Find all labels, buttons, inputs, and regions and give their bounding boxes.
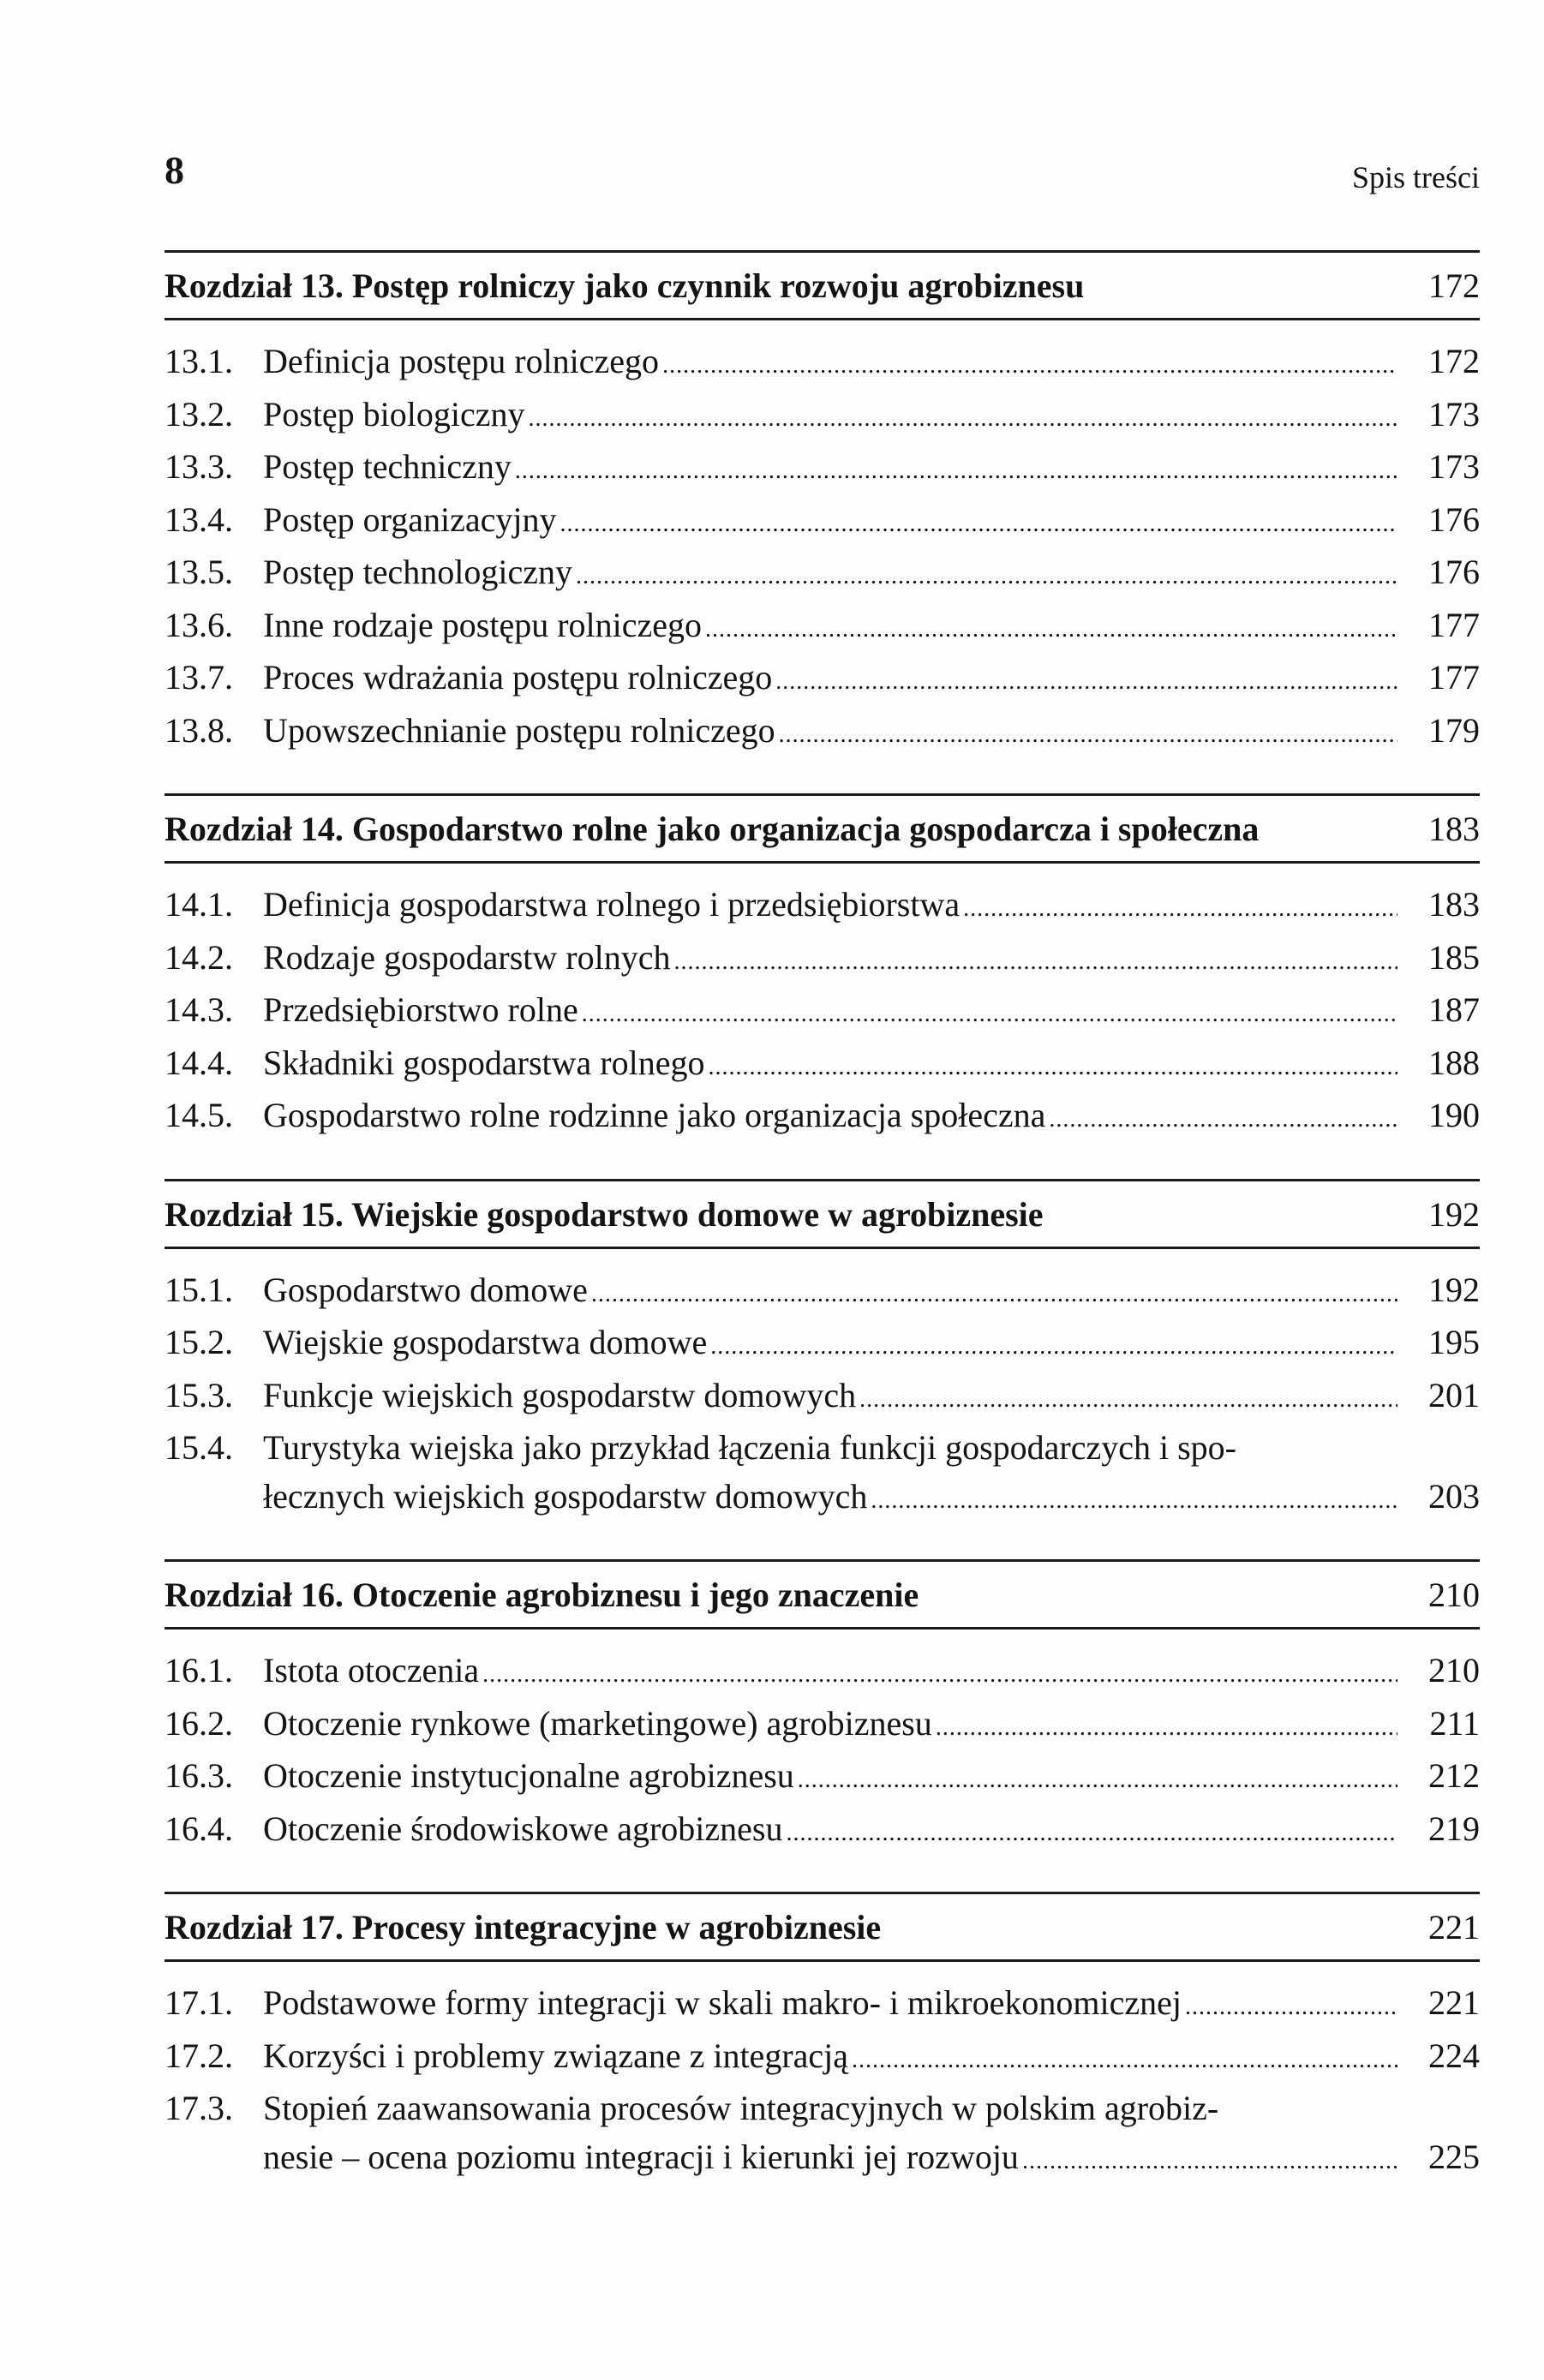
section-number: 13.2. xyxy=(165,394,233,434)
dot-leader xyxy=(859,1376,1397,1425)
section-page-number: 221 xyxy=(1428,1983,1480,2022)
section-title: Upowszechnianie postępu rolniczego xyxy=(263,710,775,750)
dot-leader xyxy=(662,342,1397,391)
section-number: 15.2. xyxy=(165,1323,233,1361)
section-number: 13.7. xyxy=(165,658,233,697)
section-title: Funkcje wiejskich gospodarstw domowych xyxy=(263,1375,857,1414)
section-page-number: 195 xyxy=(1428,1323,1480,1361)
toc-entry[interactable] xyxy=(165,496,1480,549)
section-title: nesie – ocena poziomu integracji i kierunki jej rozwoju xyxy=(263,2137,1019,2176)
chapter-heading[interactable] xyxy=(165,1181,1480,1247)
section-number: 14.4. xyxy=(165,1043,233,1082)
dot-leader xyxy=(775,658,1397,707)
section-title: Otoczenie instytucjonalne agrobiznesu xyxy=(263,1756,794,1795)
section-page-number: 201 xyxy=(1428,1375,1480,1414)
section-page-number: 172 xyxy=(1428,342,1480,380)
section-page-number: 187 xyxy=(1428,990,1480,1029)
chapter-heading[interactable] xyxy=(165,1894,1480,1959)
toc-entry[interactable] xyxy=(165,881,1480,934)
section-number: 16.2. xyxy=(165,1703,233,1743)
dot-leader xyxy=(709,1043,1398,1092)
toc-entry[interactable] xyxy=(165,338,1480,391)
chapter-page-number: 221 xyxy=(1428,1908,1480,1946)
toc-entry[interactable] xyxy=(165,2032,1480,2085)
dot-leader xyxy=(871,1477,1397,1526)
section-list xyxy=(165,320,1480,759)
section-page-number: 192 xyxy=(1428,1270,1480,1309)
dot-leader xyxy=(560,500,1397,549)
dot-leader xyxy=(786,1809,1397,1858)
section-number: 15.4. xyxy=(165,1428,233,1467)
chapter-section xyxy=(165,1559,1480,1857)
dot-leader xyxy=(1022,2138,1397,2186)
section-number: 14.5. xyxy=(165,1096,233,1134)
table-of-contents xyxy=(165,250,1480,2220)
section-title: Korzyści i problemy związane z integracją xyxy=(263,2036,849,2075)
toc-entry[interactable] xyxy=(165,1752,1480,1805)
section-page-number: 212 xyxy=(1428,1756,1480,1795)
dot-leader xyxy=(705,606,1397,655)
section-number: 13.8. xyxy=(165,710,233,750)
section-title: Postęp organizacyjny xyxy=(263,499,557,539)
chapter-page-number: 192 xyxy=(1428,1194,1480,1234)
chapter-page-number: 210 xyxy=(1428,1576,1480,1614)
section-list xyxy=(165,1630,1480,1857)
section-number: 14.2. xyxy=(165,937,233,977)
chapter-title: Rozdział 17. Procesy integracyjne w agrobiznesie xyxy=(165,1908,882,1946)
section-page-number: 224 xyxy=(1428,2036,1480,2075)
section-page-number: 177 xyxy=(1428,605,1480,644)
toc-entry[interactable] xyxy=(165,1979,1480,2032)
toc-entry[interactable] xyxy=(165,391,1480,444)
chapter-title: Rozdział 16. Otoczenie agrobiznesu i jego znaczenie xyxy=(165,1576,919,1614)
dot-leader xyxy=(710,1323,1397,1372)
section-number: 17.1. xyxy=(165,1983,233,2022)
section-title: Postęp technologiczny xyxy=(263,553,573,591)
section-page-number: 179 xyxy=(1428,710,1480,750)
section-title: Rodzaje gospodarstw rolnych xyxy=(263,937,671,977)
running-head: Spis treści xyxy=(1352,160,1480,194)
section-number: 16.4. xyxy=(165,1809,233,1848)
dot-leader xyxy=(515,447,1397,496)
toc-entry[interactable] xyxy=(165,2084,1480,2186)
section-title: Otoczenie rynkowe (marketingowe) agrobiznesu xyxy=(263,1703,932,1743)
section-title: Definicja gospodarstwa rolnego i przedsiębiorstwa xyxy=(263,885,961,924)
toc-entry[interactable] xyxy=(165,1039,1480,1092)
chapter-title: Rozdział 13. Postęp rolniczy jako czynnik rozwoju agrobiznesu xyxy=(165,266,1085,305)
section-title: Definicja postępu rolniczego xyxy=(263,342,660,380)
section-page-number: 219 xyxy=(1428,1809,1480,1848)
toc-entry[interactable] xyxy=(165,707,1480,760)
dot-leader xyxy=(591,1271,1397,1319)
toc-entry[interactable] xyxy=(165,443,1480,496)
section-number: 13.6. xyxy=(165,605,233,644)
section-title: Składniki gospodarstwa rolnego xyxy=(263,1043,705,1082)
dot-leader xyxy=(936,1704,1397,1753)
toc-entry[interactable] xyxy=(165,934,1480,987)
toc-entry[interactable] xyxy=(165,1319,1480,1372)
dot-leader xyxy=(1185,1983,1397,2032)
section-number: 15.1. xyxy=(165,1270,233,1309)
chapter-page-number: 183 xyxy=(1428,810,1480,848)
section-title-line1: Stopień zaawansowania procesów integracyjnych w polskim agrobiz- xyxy=(263,2089,1219,2127)
section-page-number: 188 xyxy=(1428,1043,1480,1082)
dot-leader xyxy=(673,938,1397,987)
section-number: 17.2. xyxy=(165,2036,233,2075)
section-number: 13.4. xyxy=(165,499,233,539)
section-page-number: 210 xyxy=(1428,1651,1480,1689)
section-number: 15.3. xyxy=(165,1375,233,1414)
section-page-number: 190 xyxy=(1428,1096,1480,1134)
section-number: 13.1. xyxy=(165,342,233,380)
section-number: 14.1. xyxy=(165,885,233,924)
chapter-section xyxy=(165,793,1480,1145)
section-page-number: 211 xyxy=(1429,1703,1480,1743)
page-number: 8 xyxy=(165,148,184,192)
section-page-number: 203 xyxy=(1428,1476,1480,1516)
section-title: Proces wdrażania postępu rolniczego xyxy=(263,658,773,697)
toc-entry[interactable] xyxy=(165,1647,1480,1700)
dot-leader xyxy=(852,2036,1397,2085)
dot-leader xyxy=(482,1651,1397,1700)
section-title: Gospodarstwo domowe xyxy=(263,1270,588,1309)
section-list xyxy=(165,1962,1480,2186)
dot-leader xyxy=(529,395,1397,444)
toc-entry[interactable] xyxy=(165,654,1480,707)
toc-entry[interactable] xyxy=(165,548,1480,601)
chapter-heading[interactable] xyxy=(165,796,1480,861)
dot-leader xyxy=(576,553,1397,601)
chapter-heading[interactable] xyxy=(165,1562,1480,1627)
section-page-number: 183 xyxy=(1428,885,1480,924)
toc-entry[interactable] xyxy=(165,1266,1480,1319)
section-number: 13.5. xyxy=(165,553,233,591)
chapter-title: Rozdział 15. Wiejskie gospodarstwo domowe w agrobiznesie xyxy=(165,1194,1044,1234)
section-title: Inne rodzaje postępu rolniczego xyxy=(263,605,703,644)
chapter-section xyxy=(165,1892,1480,2186)
chapter-section xyxy=(165,1179,1480,1526)
section-list xyxy=(165,864,1480,1145)
section-page-number: 225 xyxy=(1428,2137,1480,2176)
section-title-line1: Turystyka wiejska jako przykład łączenia funkcji gospodarczych i spo- xyxy=(263,1428,1236,1467)
section-page-number: 173 xyxy=(1428,394,1480,434)
toc-entry[interactable] xyxy=(165,1424,1480,1525)
toc-entry[interactable] xyxy=(165,986,1480,1039)
dot-leader xyxy=(779,711,1397,760)
section-page-number: 176 xyxy=(1428,499,1480,539)
section-page-number: 185 xyxy=(1428,937,1480,977)
section-title: Podstawowe formy integracji w skali makro- i mikroekonomicznej xyxy=(263,1983,1182,2022)
section-number: 13.3. xyxy=(165,447,233,486)
section-title: Postęp techniczny xyxy=(263,447,512,486)
chapter-page-number: 172 xyxy=(1428,266,1480,305)
section-title: Wiejskie gospodarstwa domowe xyxy=(263,1323,708,1361)
toc-entry[interactable] xyxy=(165,1091,1480,1145)
section-title: Przedsiębiorstwo rolne xyxy=(263,990,578,1029)
section-title: Gospodarstwo rolne rodzinne jako organizacja społeczna xyxy=(263,1096,1046,1134)
section-page-number: 177 xyxy=(1428,658,1480,697)
section-page-number: 173 xyxy=(1428,447,1480,486)
toc-entry[interactable] xyxy=(165,1805,1480,1858)
dot-leader xyxy=(582,990,1397,1039)
section-list xyxy=(165,1249,1480,1526)
section-title: Postęp biologiczny xyxy=(263,394,525,434)
toc-entry[interactable] xyxy=(165,601,1480,655)
dot-leader xyxy=(963,885,1397,934)
section-number: 14.3. xyxy=(165,990,233,1029)
chapter-section xyxy=(165,250,1480,759)
section-number: 17.3. xyxy=(165,2089,233,2127)
section-title: Otoczenie środowiskowe agrobiznesu xyxy=(263,1809,783,1848)
toc-entry[interactable] xyxy=(165,1372,1480,1425)
section-page-number: 176 xyxy=(1428,553,1480,591)
section-number: 16.1. xyxy=(165,1651,233,1689)
chapter-title: Rozdział 14. Gospodarstwo rolne jako organizacja gospodarcza i społeczna xyxy=(165,810,1260,848)
section-number: 16.3. xyxy=(165,1756,233,1795)
dot-leader xyxy=(798,1756,1397,1805)
section-title: Istota otoczenia xyxy=(263,1651,480,1689)
toc-entry[interactable] xyxy=(165,1700,1480,1753)
dot-leader xyxy=(1049,1096,1397,1145)
chapter-heading[interactable] xyxy=(165,253,1480,318)
section-title: łecznych wiejskich gospodarstw domowych xyxy=(263,1476,868,1516)
